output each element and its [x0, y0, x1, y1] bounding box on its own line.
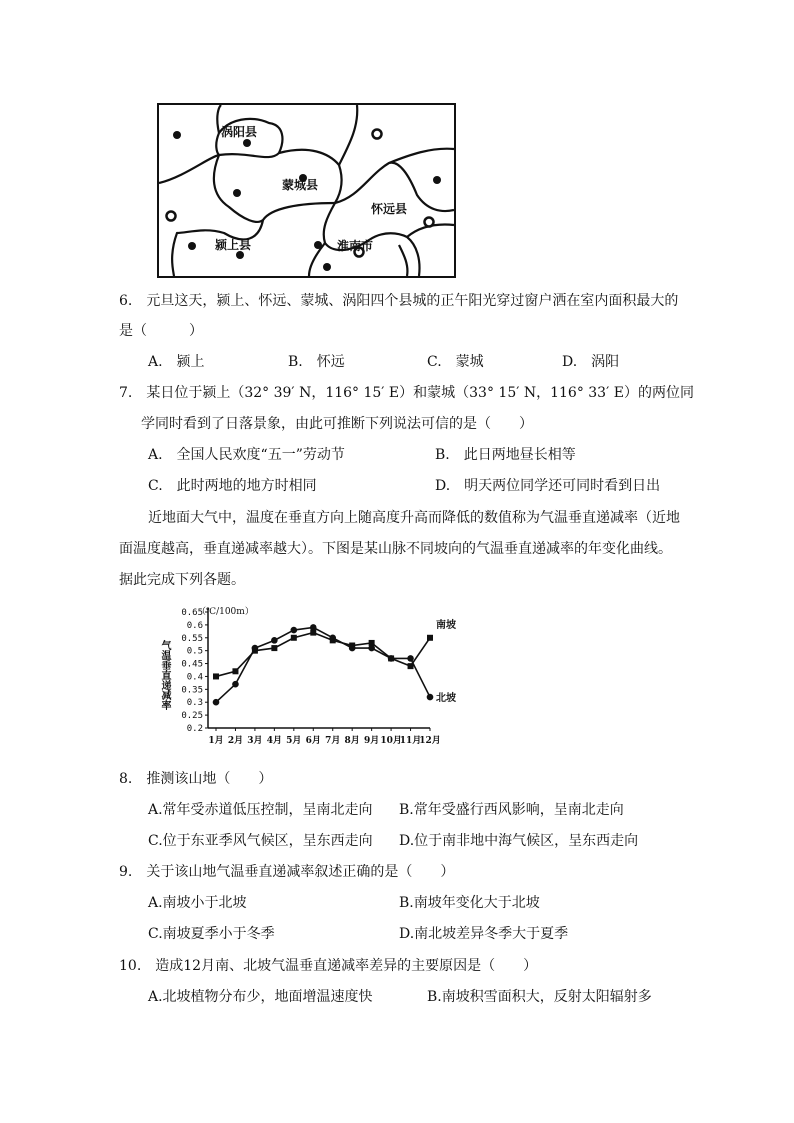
chart-point-south — [213, 673, 219, 679]
q6-option-c: C. 蒙城 — [427, 354, 484, 370]
chart-series-label: 北坡 — [436, 693, 456, 705]
lapse-rate-chart — [160, 600, 460, 759]
chart-point-south — [271, 645, 277, 651]
county-seat-dot — [188, 242, 196, 250]
chart-y-tick-label: 0.3 — [186, 698, 203, 709]
chart-x-tick-label: 9月 — [364, 736, 380, 746]
chart-point-south — [427, 635, 433, 641]
q10-option-b: B.南坡积雪面积大，反射太阳辐射多 — [427, 989, 652, 1005]
county-seat-dot — [314, 241, 322, 249]
q9-option-a: A.南坡小于北坡 — [148, 895, 247, 911]
city-ring-dot — [373, 130, 382, 139]
chart-point-north — [232, 681, 239, 688]
chart-x-tick-label: 10月 — [380, 736, 402, 746]
city-ring-dot — [167, 212, 176, 221]
chart-y-tick-label: 0.35 — [181, 685, 203, 696]
map-label-yingshang: 颍上县 — [215, 238, 252, 252]
chart-y-tick-label: 0.5 — [186, 646, 203, 657]
county-seat-dot — [173, 131, 181, 139]
q6-stem-line2: 是（ ） — [119, 323, 203, 339]
q8-stem: 8. 推测该山地（ ） — [119, 771, 273, 787]
q8-option-c: C.位于东亚季风气候区，呈东西走向 — [148, 833, 373, 849]
q6-option-a: A. 颍上 — [148, 354, 205, 370]
q7-option-b: B. 此日两地昼长相等 — [435, 447, 576, 463]
q8-option-b: B.常年受盛行西风影响，呈南北走向 — [399, 802, 624, 818]
map-boundary — [335, 149, 454, 203]
map-boundary — [279, 150, 342, 203]
q9-stem: 9. 关于该山地气温垂直递减率叙述正确的是（ ） — [119, 864, 455, 880]
chart-y-tick-label: 0.55 — [181, 633, 203, 644]
chart-x-tick-label: 11月 — [399, 736, 422, 746]
chart-point-north — [388, 655, 395, 662]
map-label-huainan: 淮南市 — [337, 239, 374, 253]
chart-x-tick-label: 3月 — [247, 736, 263, 746]
q7-option-d: D. 明天两位同学还可同时看到日出 — [435, 478, 661, 494]
county-seat-dot — [243, 139, 251, 147]
chart-point-north — [291, 627, 298, 634]
q6-stem-line1: 6. 元旦这天，颍上、怀远、蒙城、涡阳四个县城的正午阳光穿过窗户洒在室内面积最大的 — [119, 293, 679, 309]
q6-option-d: D. 涡阳 — [562, 354, 620, 370]
chart-unit-label: （℃/100m） — [197, 607, 254, 617]
chart-point-south — [232, 668, 238, 674]
q7-stem-line1: 7. 某日位于颍上（32° 39′ N，116° 15′ E）和蒙城（33° 15′ N，116° 33′ E）的两位同 — [119, 385, 694, 401]
q7-option-c: C. 此时两地的地方时相同 — [148, 478, 317, 494]
chart-point-north — [213, 699, 220, 706]
q10-stem: 10. 造成12月南、北坡气温垂直递减率差异的主要原因是（ ） — [119, 958, 538, 974]
chart-point-north — [252, 645, 259, 652]
q9-option-b: B.南坡年变化大于北坡 — [399, 895, 540, 911]
county-seat-dot — [233, 189, 241, 197]
q7-option-a: A. 全国人民欢度“五一”劳动节 — [148, 447, 345, 463]
map-label-huaiyuan: 怀远县 — [371, 202, 408, 216]
chart-y-tick-label: 0.6 — [186, 620, 203, 631]
lapse-rate-chart-svg — [160, 600, 460, 755]
chart-point-south — [291, 635, 297, 641]
q8-option-a: A.常年受赤道低压控制，呈南北走向 — [148, 802, 373, 818]
map-label-guoyang: 涡阳县 — [221, 125, 258, 139]
county-seat-dot — [236, 251, 244, 259]
chart-point-north — [427, 694, 434, 701]
chart-x-tick-label: 6月 — [305, 736, 321, 746]
chart-x-tick-label: 7月 — [325, 736, 341, 746]
chart-point-north — [349, 645, 356, 652]
chart-y-tick-label: 0.45 — [181, 659, 203, 670]
intro-line2: 面温度越高，垂直递减率越大）。下图是某山脉不同坡向的气温垂直递减率的年变化曲线。 — [119, 541, 672, 557]
chart-series-line-south — [216, 633, 430, 677]
q6-option-b: B. 怀远 — [288, 354, 345, 370]
chart-y-tick-label: 0.65 — [181, 608, 203, 618]
county-map — [157, 103, 456, 278]
q7-stem-line2: 学同时看到了日落景象，由此可推断下列说法可信的是（ ） — [141, 416, 533, 432]
q9-option-d: D.南北坡差异冬季大于夏季 — [399, 926, 569, 942]
map-boundary — [399, 245, 407, 276]
intro-line1: 近地面大气中，温度在垂直方向上随高度升高而降低的数值称为气温垂直递减率（近地 — [148, 510, 680, 526]
chart-x-tick-label: 1月 — [208, 736, 224, 746]
chart-x-tick-label: 2月 — [227, 736, 244, 746]
chart-x-tick-label: 5月 — [286, 736, 302, 746]
county-seat-dot — [433, 176, 441, 184]
chart-x-tick-label: 12月 — [419, 736, 441, 746]
map-boundary — [339, 105, 357, 165]
chart-y-tick-label: 0.4 — [186, 672, 203, 683]
chart-x-tick-label: 4月 — [266, 736, 282, 746]
chart-y-tick-label: 0.25 — [181, 711, 203, 722]
chart-series-label: 南坡 — [436, 619, 456, 631]
intro-line3: 据此完成下列各题。 — [119, 572, 245, 588]
chart-y-axis-label: 气温垂直递减率 — [159, 640, 170, 710]
chart-point-north — [310, 624, 317, 631]
chart-point-north — [329, 634, 336, 641]
q8-option-d: D.位于南非地中海气候区，呈东西走向 — [399, 833, 639, 849]
chart-point-north — [407, 655, 414, 662]
county-map-svg — [159, 105, 454, 276]
county-seat-dot — [323, 263, 331, 271]
q10-option-a: A.北坡植物分布少，地面增温速度快 — [148, 989, 373, 1005]
chart-series-line-north — [216, 627, 430, 702]
chart-point-north — [368, 645, 375, 652]
chart-point-north — [271, 637, 278, 644]
q9-option-c: C.南坡夏季小于冬季 — [148, 926, 275, 942]
chart-x-tick-label: 8月 — [344, 736, 360, 746]
map-label-mengcheng: 蒙城县 — [282, 178, 319, 192]
chart-y-tick-label: 0.2 — [186, 724, 203, 734]
city-ring-dot — [425, 218, 434, 227]
